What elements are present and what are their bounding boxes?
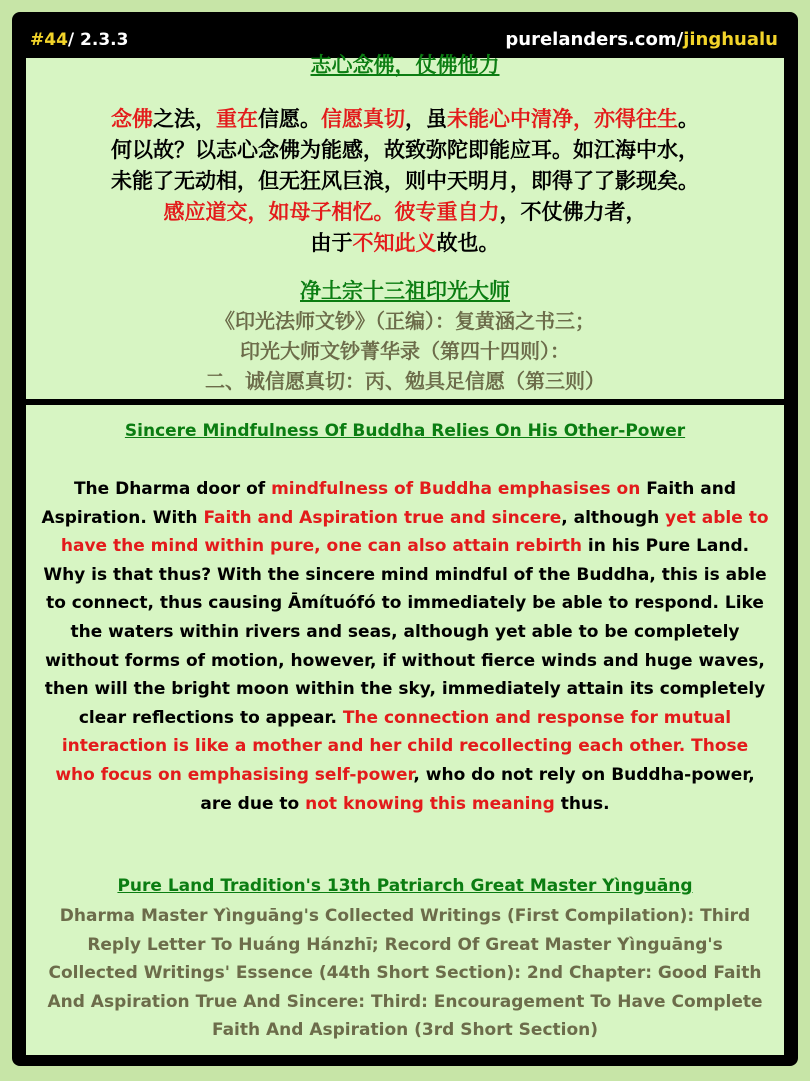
badge-number: #44 bbox=[30, 29, 68, 50]
en-author: Pure Land Tradition's 13th Patriarch Great Master Yìnguāng bbox=[117, 876, 693, 896]
en-body: The Dharma door of mindfulness of Buddha emphasises on Faith and Aspiration. With Faith and Aspiration true and sincere, although yet able to have the mind within pure, one can also attain rebirth in his Pure Land. Why is that thus? With the sincere mind mindful of the Buddha, this is able to connect, thus causing Āmítuófó to immediately be able to respond. Like the waters within rivers and seas, although yet able to be completely without forms of motion, however, if without fierce winds and huge waves, then will the bright moon within the sky, immediately attain its completely clear reflections to appear. The connection and response for mutual interaction is like a mother and her child recollecting each other. Those who focus on emphasising self-power, who do not rely on Buddha-power, are due to not knowing this meaning thus. bbox=[41, 479, 769, 814]
site-domain: purelanders.com/ bbox=[505, 29, 684, 50]
en-source: Dharma Master Yìnguāng's Collected Writings (First Compilation): Third Reply Letter To Huáng Hánzhī; Record Of Great Master Yìnguāng's Collected Writings' Essence (44th Short Section): 2nd Chapter: Good Faith And Aspiration True And Sincere: Third: Encouragement To Have Complete Faith And Aspiration (3rd Short Section) bbox=[47, 906, 763, 1040]
site-path: jinghualu bbox=[683, 29, 778, 50]
zh-title: 志心念佛，仗佛他力 bbox=[310, 53, 500, 77]
en-title: Sincere Mindfulness Of Buddha Relies On His Other-Power bbox=[124, 421, 686, 441]
badge-section: / 2.3.3 bbox=[67, 29, 129, 50]
zh-source: 《印光法师文钞》（正编）：复黄涵之书三； 印光大师文钞菁华录（第四十四则）： 二、诚信愿真切：丙、勉具足信愿（第三则） bbox=[205, 309, 605, 393]
zh-body: 念佛之法，重在信愿。信愿真切，虽未能心中清净，亦得往生。 何以故？以志心念佛为能感，故致弥陀即能应耳。如江海中水， 未能了无动相，但无狂风巨浪，则中天明月，即得了了影现矣。 感应道交，如母子相忆。彼专重自力，不仗佛力者， 由于不知此义故也。 bbox=[111, 107, 699, 255]
zh-author: 净土宗十三祖印光大师 bbox=[300, 279, 510, 303]
